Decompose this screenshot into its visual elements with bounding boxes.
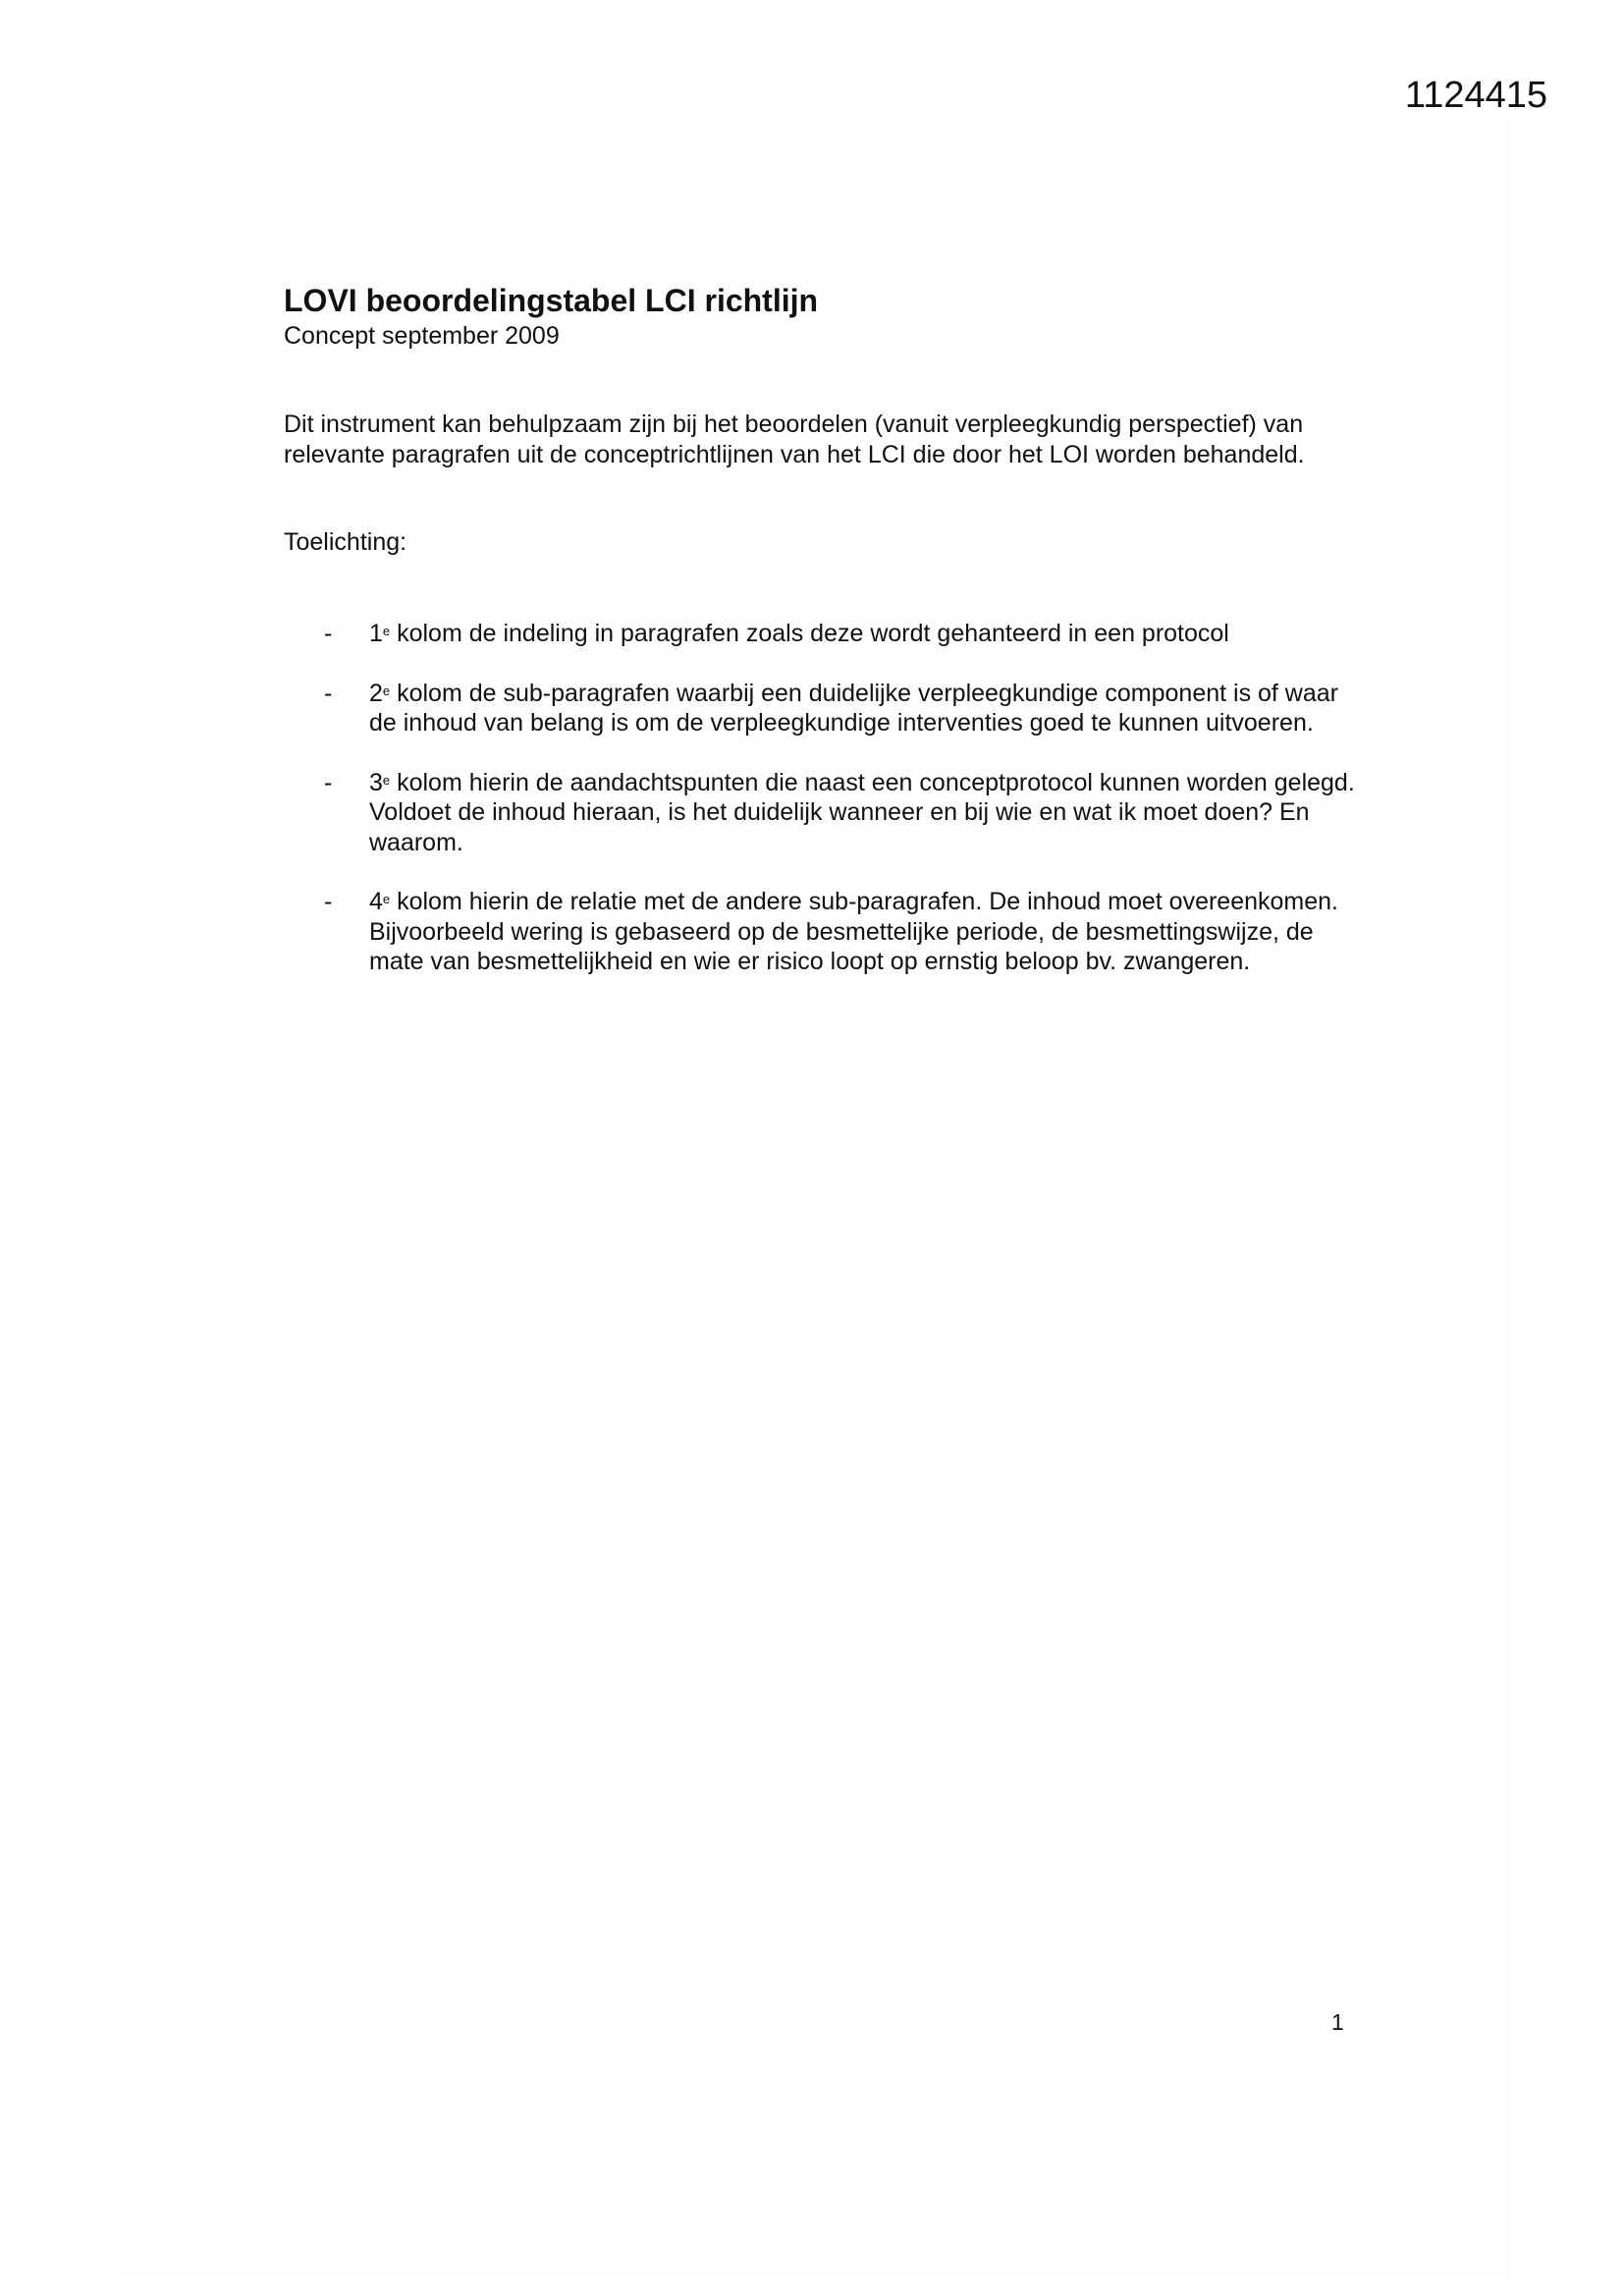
list-item: [324, 768, 1365, 858]
bullet-dash: -: [324, 679, 333, 707]
column-number: 4: [369, 888, 383, 915]
column-number: 2: [369, 679, 383, 707]
ordinal-suffix: e: [382, 892, 391, 906]
document-subtitle: Concept september 2009: [284, 322, 560, 350]
intro-paragraph: Dit instrument kan behulpzaam zijn bij het beoordelen (vanuit verpleegkundig perspectief) van relevante paragrafen uit de conceptrichtlijnen van het LCI die door het LOI worden behandeld.: [284, 410, 1305, 468]
item-text: kolom hierin de relatie met de andere sub-paragrafen. De inhoud moet overeenkomen. Bijvoorbeeld wering is gebaseerd op de besmettelijke periode, de besmettingswijze, de mate van besmettelijkheid en wie er risico loopt op ernstig beloop bv. zwangeren.: [369, 888, 1338, 975]
list-item: [324, 887, 1365, 977]
document-id: 1124415: [1404, 75, 1547, 116]
bullet-dash: -: [324, 888, 333, 915]
column-number: 1: [369, 620, 383, 647]
column-number: 3: [369, 768, 383, 796]
list-item: [324, 679, 1365, 738]
list-item: [324, 619, 1365, 649]
toelichting-label: Toelichting:: [284, 528, 407, 556]
page-number: 1: [1331, 2009, 1344, 2035]
column-explanation-list: [324, 619, 1365, 1007]
item-text: kolom hierin de aandachtspunten die naast een conceptprotocol kunnen worden gelegd. Voldoet de inhoud hieraan, is het duidelijk wanneer en bij wie en wat ik moet doen? En waarom.: [369, 768, 1355, 856]
item-text: kolom de indeling in paragrafen zoals deze wordt gehanteerd in een protocol: [390, 620, 1229, 647]
ordinal-suffix: e: [382, 624, 391, 638]
ordinal-suffix: e: [382, 772, 391, 788]
ordinal-suffix: e: [382, 683, 391, 698]
item-text: kolom de sub-paragrafen waarbij een duidelijke verpleegkundige component is of waar de inhoud van belang is om de verpleegkundige interventies goed te kunnen uitvoeren.: [369, 679, 1338, 737]
bullet-dash: -: [324, 620, 333, 647]
bullet-dash: -: [324, 768, 333, 796]
document-title: LOVI beoordelingstabel LCI richtlijn: [284, 283, 819, 318]
